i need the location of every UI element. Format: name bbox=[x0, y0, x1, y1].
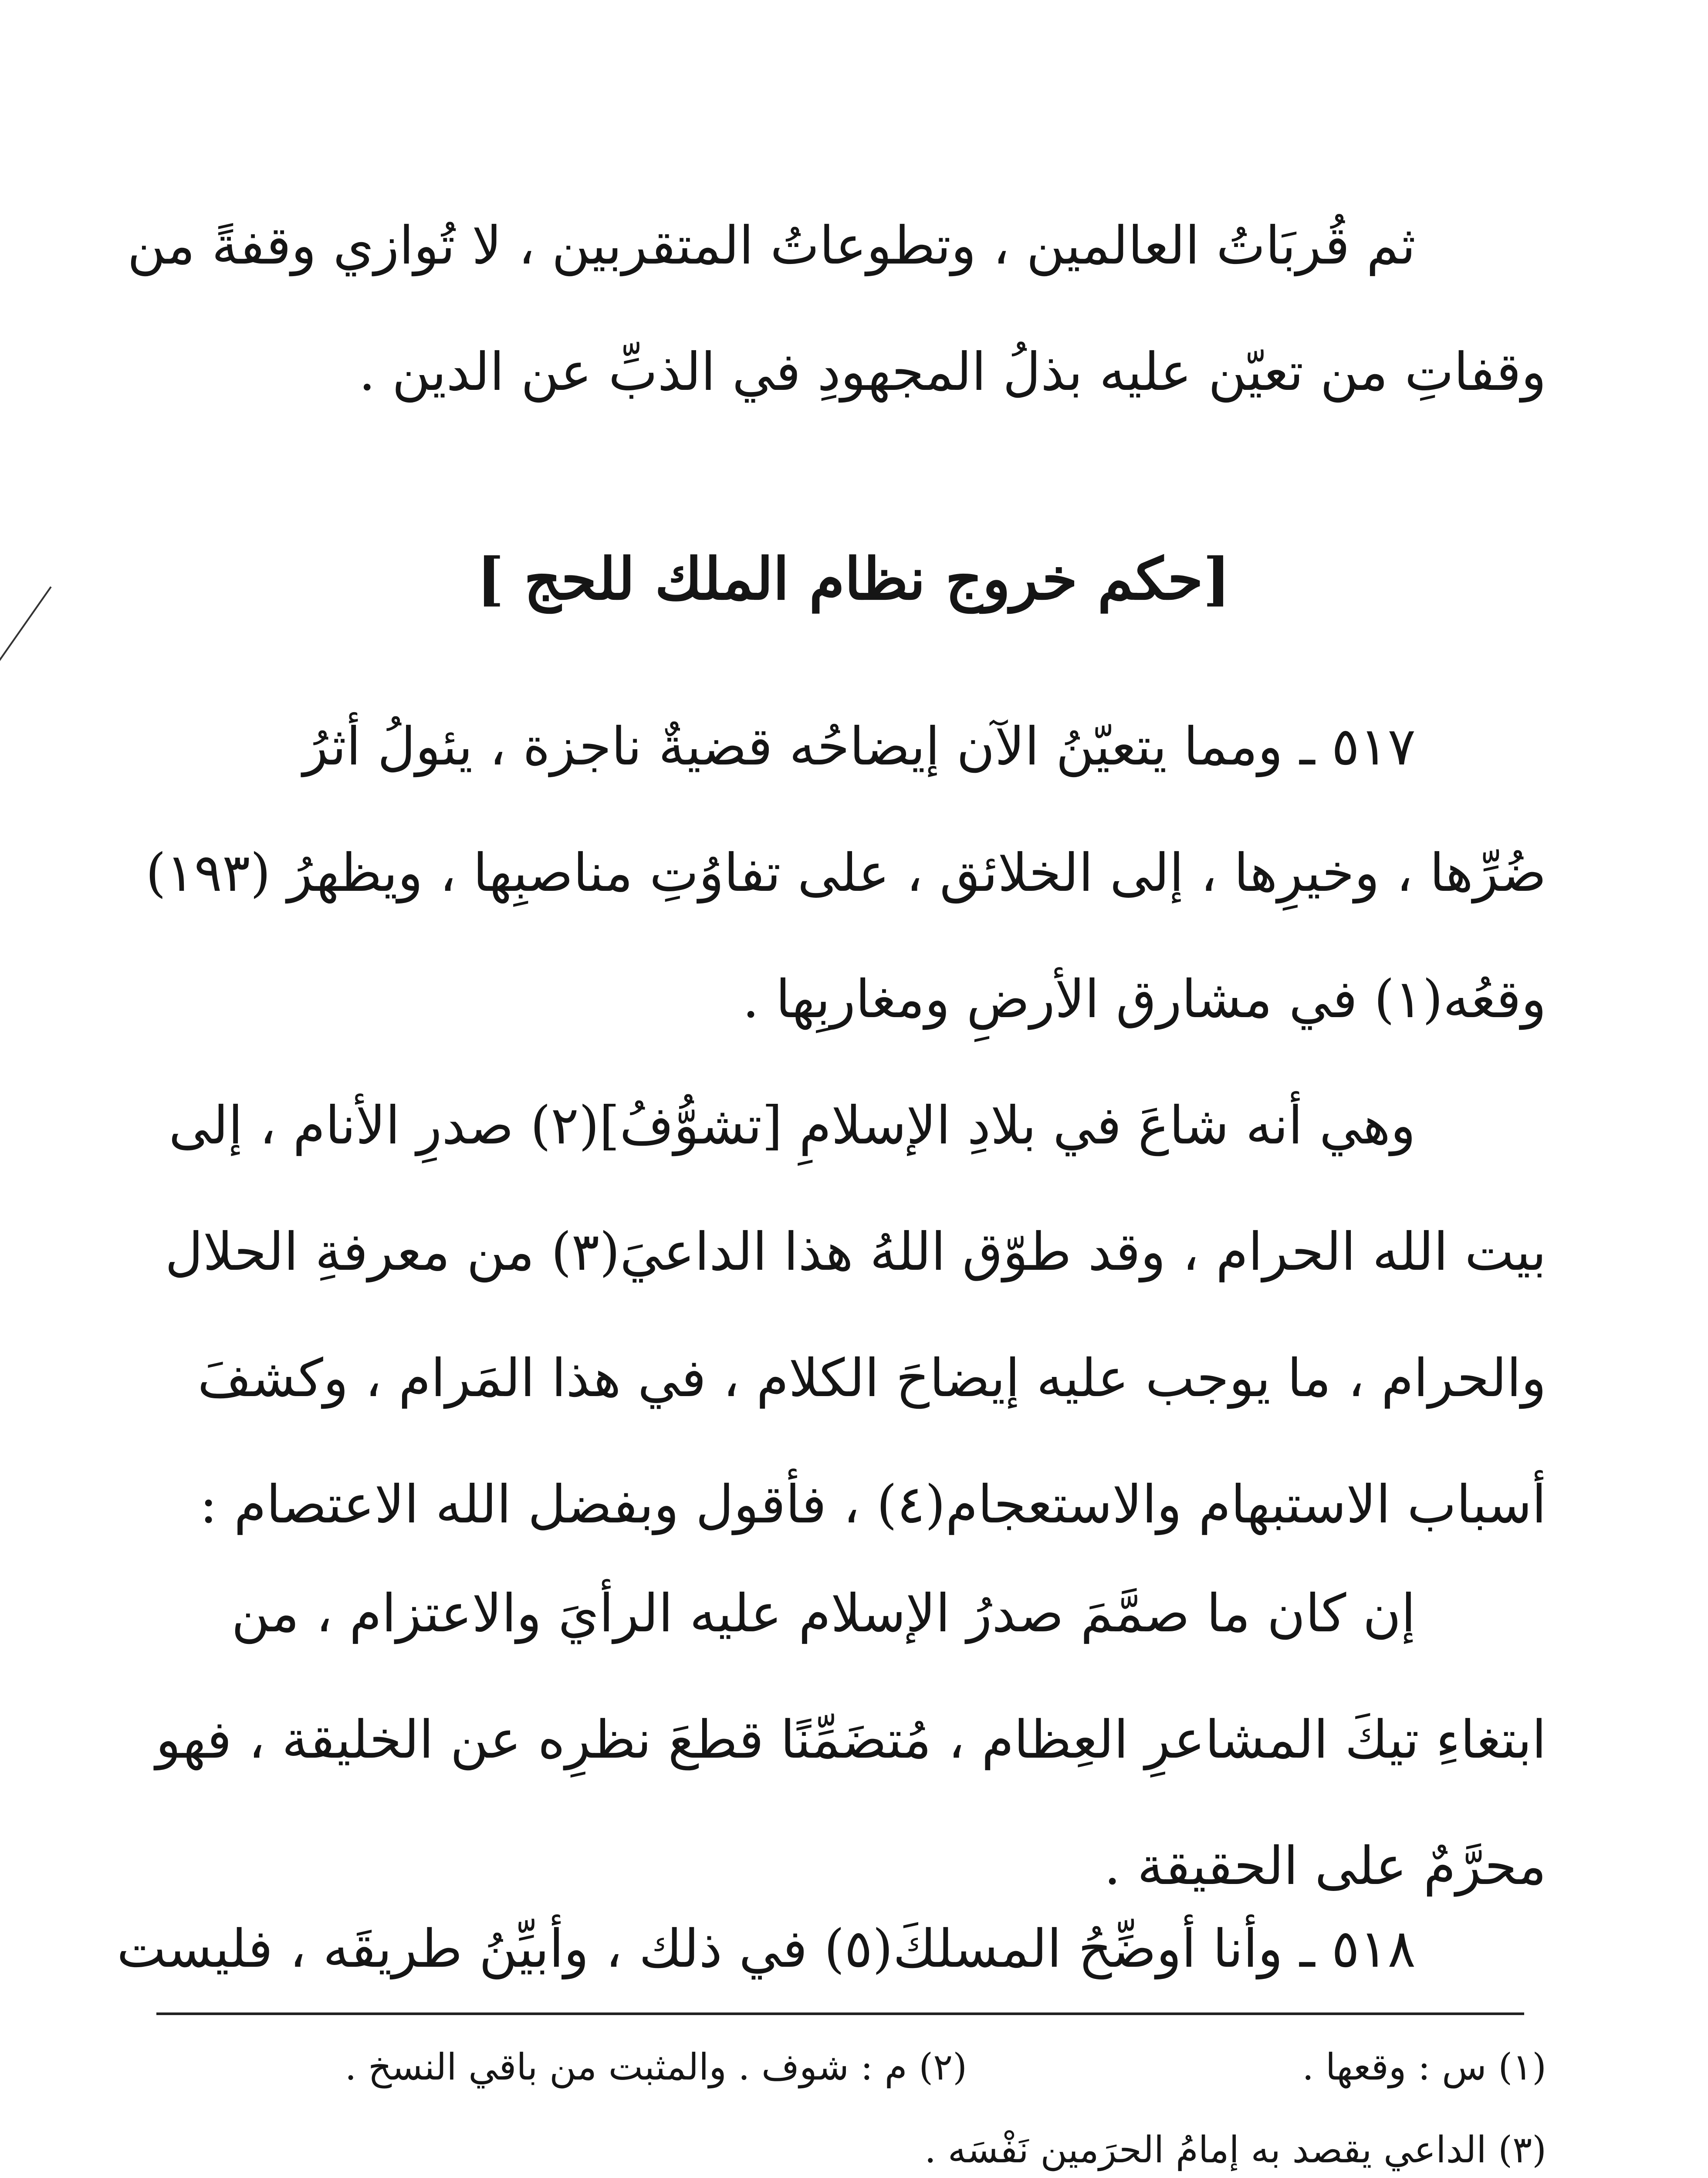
paragraph-3 bbox=[87, 1551, 1547, 1930]
text-line: أسباب الاستبهام والاستعجام(٤) ، فأقول وبفضل الله الاعتصام : bbox=[200, 1475, 1547, 1535]
paragraph-2 bbox=[87, 1063, 1547, 1568]
footnote-2: (٢) م : شوف . والمثبت من باقي النسخ . bbox=[345, 2046, 967, 2088]
text-line: ٥١٨ ـ وأنا أوضِّحُ المسلكَ(٥) في ذلك ، وأبيِّنُ طريقَه ، فليست bbox=[117, 1919, 1416, 1979]
footnote-row bbox=[87, 2108, 1547, 2178]
footnote-row bbox=[87, 2026, 1547, 2108]
text-line: ثم قُربَاتُ العالمين ، وتطوعاتُ المتقربين ، لا تُوازي وقفةً من bbox=[128, 216, 1416, 276]
paragraph-518 bbox=[87, 1886, 1547, 2012]
text-line: وقعُه(١) في مشارق الأرضِ ومغاربِها . bbox=[743, 969, 1547, 1030]
text-line: ابتغاءِ تيكَ المشاعرِ العِظام ، مُتضَمِّنًا قطعَ نظرِه عن الخليقة ، فهو bbox=[156, 1710, 1547, 1770]
footnote-3: (٣) الداعي يقصد به إمامُ الحرَمين نَفْسَه . bbox=[925, 2128, 1547, 2171]
paragraph-517 bbox=[87, 684, 1547, 1063]
text-line: وهي أنه شاعَ في بلادِ الإسلامِ [تشوُّفُ](٢) صدرِ الأنام ، إلى bbox=[169, 1096, 1416, 1156]
top-paragraph bbox=[87, 183, 1547, 436]
text-line: ٥١٧ ـ ومما يتعيّنُ الآن إيضاحُه قضيةٌ ناجزة ، يئولُ أثرُ bbox=[303, 717, 1416, 777]
text-line: محرَّمٌ على الحقيقة . bbox=[1104, 1836, 1547, 1897]
text-line: والحرام ، ما يوجب عليه إيضاحَ الكلام ، في هذا المَرام ، وكشفَ bbox=[198, 1348, 1547, 1409]
text-line: وقفاتِ من تعيّن عليه بذلُ المجهودِ في الذبِّ عن الدين . bbox=[359, 342, 1547, 402]
footnotes bbox=[87, 2026, 1547, 2178]
text-line: بيت الله الحرام ، وقد طوّق اللهُ هذا الداعيَ(٣) من معرفةِ الحلال bbox=[165, 1222, 1547, 1282]
text-line: ضُرِّها ، وخيرِها ، إلى الخلائق ، على تفاوُتِ مناصبِها ، ويظهرُ (١٩٣) bbox=[146, 843, 1547, 903]
footnote-divider bbox=[157, 2012, 1525, 2015]
footnote-1: (١) س : وقعها . bbox=[1302, 2046, 1547, 2088]
text-line: إن كان ما صمَّمَ صدرُ الإسلام عليه الرأيَ والاعتزام ، من bbox=[232, 1583, 1416, 1644]
section-heading: [حكم خروج نظام الملك للحج ] bbox=[477, 545, 1231, 613]
